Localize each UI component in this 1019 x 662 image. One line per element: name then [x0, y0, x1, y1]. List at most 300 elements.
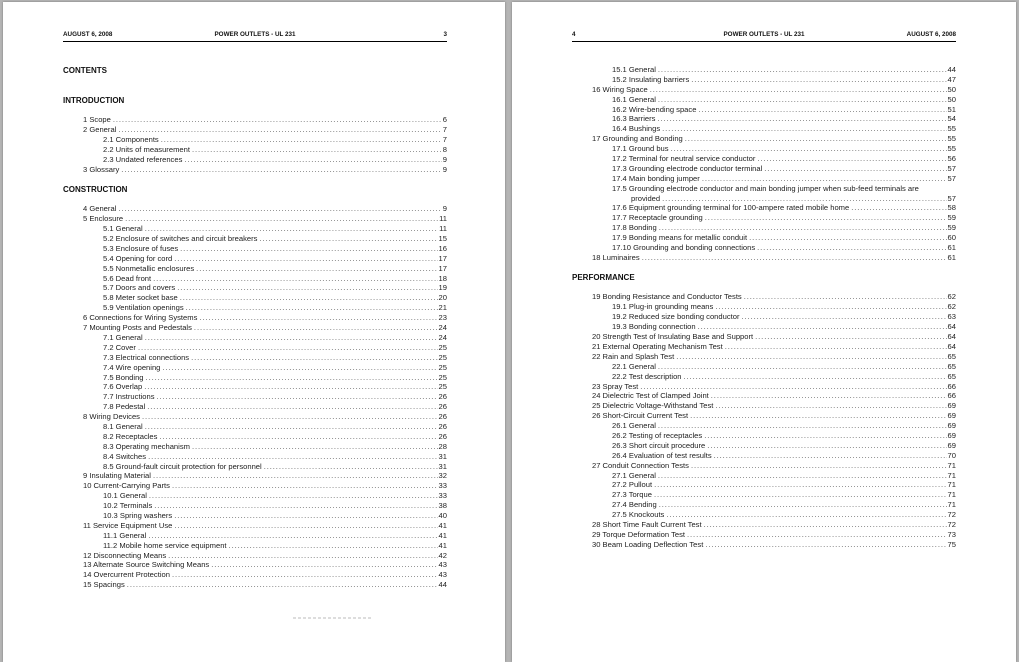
toc-entry-page: 25: [438, 352, 447, 362]
spacer: [63, 76, 447, 86]
toc-entry-label: 7.7 Instructions: [103, 392, 155, 402]
toc-entry-label: 6 Connections for Wiring Systems: [83, 313, 198, 323]
toc-entry-page: 55: [947, 124, 956, 134]
dot-leader: [714, 451, 947, 461]
toc-entry[interactable]: [572, 480, 956, 490]
dot-leader: [172, 481, 438, 491]
toc-entry[interactable]: [572, 500, 956, 510]
toc-entry-page: 18: [438, 273, 447, 283]
toc-entry-label: 5.5 Nonmetallic enclosures: [103, 263, 195, 273]
toc-entry[interactable]: [63, 392, 447, 402]
dot-leader: [676, 352, 946, 362]
dot-leader: [659, 500, 947, 510]
toc-entry-page: 57: [947, 163, 956, 173]
toc-entry-page: 64: [947, 332, 956, 342]
dot-leader: [264, 462, 438, 472]
toc-entry[interactable]: [572, 114, 956, 124]
dot-leader: [704, 431, 946, 441]
toc-entry[interactable]: [63, 353, 447, 363]
toc-entry-page: 11: [439, 224, 447, 234]
toc-entry-label: 7.6 Overlap: [103, 382, 143, 392]
toc-entry-label: 26.4 Evaluation of test results: [612, 450, 712, 460]
toc-entry-label: 18 Luminaires: [592, 252, 640, 262]
dot-leader: [666, 510, 946, 520]
toc-entry-label: 11.2 Mobile home service equipment: [103, 540, 227, 550]
toc-entry-label: 27.4 Bending: [612, 500, 657, 510]
toc-entry-label: 8.4 Switches: [103, 451, 147, 461]
spacer: [572, 283, 956, 293]
toc-entry[interactable]: [63, 244, 447, 254]
dot-leader: [702, 174, 947, 184]
spacer: [63, 175, 447, 185]
dot-leader: [192, 145, 442, 155]
toc-entry-label: 5.8 Meter socket base: [103, 293, 178, 303]
toc-entry-label: 8.3 Operating mechanism: [103, 441, 190, 451]
toc-entry-page: 69: [947, 430, 956, 440]
dot-leader: [744, 292, 947, 302]
toc-entry[interactable]: [63, 452, 447, 462]
toc-entry-page: 62: [947, 302, 956, 312]
toc-entry[interactable]: [63, 313, 447, 323]
toc-entry-page: 25: [438, 342, 447, 352]
toc-entry-page: 40: [438, 510, 447, 520]
dot-leader: [642, 253, 947, 263]
toc-entry[interactable]: [63, 145, 447, 155]
spacer: [572, 263, 956, 273]
dot-leader: [659, 223, 947, 233]
page-header: [63, 31, 447, 42]
section-title: PERFORMANCE: [572, 272, 635, 282]
dot-leader: [685, 134, 947, 144]
toc-entry[interactable]: [572, 441, 956, 451]
toc-entry[interactable]: [572, 490, 956, 500]
toc-entry-label: 5 Enclosure: [83, 214, 124, 224]
toc-entry-page: 26: [438, 431, 447, 441]
toc-entry[interactable]: [572, 223, 956, 233]
dot-leader: [159, 432, 437, 442]
toc-entry-page: 41: [438, 530, 447, 540]
dot-leader: [172, 570, 438, 580]
toc-entry-page: 57: [947, 193, 956, 203]
header-title: POWER OUTLETS - UL 231: [723, 31, 805, 38]
section-title: INTRODUCTION: [63, 95, 125, 105]
header-page-number: 3: [443, 31, 447, 38]
header-page-number: 4: [572, 31, 576, 38]
toc-entry-page: 31: [438, 451, 447, 461]
toc-entry[interactable]: [63, 412, 447, 422]
toc-entry-page: 24: [438, 332, 447, 342]
toc-entry-page: 69: [947, 440, 956, 450]
toc-entry-label: 25 Dielectric Voltage-Withstand Test: [592, 401, 714, 411]
toc-entry[interactable]: [63, 323, 447, 333]
toc-entry[interactable]: [63, 531, 447, 541]
toc-entry[interactable]: [572, 391, 956, 401]
toc-entry[interactable]: [63, 373, 447, 383]
dot-leader: [725, 342, 947, 352]
toc-entry-label: 5.3 Enclosure of fuses: [103, 243, 179, 253]
dot-leader: [146, 373, 438, 383]
toc-entry[interactable]: [572, 243, 956, 253]
dot-leader: [196, 264, 437, 274]
toc-entry-page: 50: [947, 94, 956, 104]
toc-entry-page: 75: [947, 539, 956, 549]
toc-entry[interactable]: [63, 155, 447, 165]
toc-entry-page: 61: [947, 252, 956, 262]
toc-entry-label: 14 Overcurrent Protection: [83, 570, 170, 580]
toc-entry-page: 50: [947, 84, 956, 94]
dot-leader: [148, 531, 437, 541]
toc-entry[interactable]: [63, 511, 447, 521]
dot-leader: [658, 471, 947, 481]
toc-entry-label: 2 General: [83, 125, 117, 135]
toc-entry[interactable]: [572, 362, 956, 372]
dot-leader: [118, 125, 441, 135]
section-title: CONTENTS: [63, 65, 107, 75]
toc-entry-page: 71: [947, 480, 956, 490]
dot-leader: [121, 165, 441, 175]
toc-entry[interactable]: [63, 165, 447, 175]
footer-mark: [293, 617, 373, 619]
dot-leader: [654, 480, 946, 490]
toc-entry[interactable]: [63, 343, 447, 353]
toc-entry[interactable]: [572, 421, 956, 431]
toc-entry-label: 2.1 Components: [103, 135, 159, 145]
toc-entry-label: 16.4 Bushings: [612, 124, 661, 134]
toc-entry-page: 47: [947, 74, 956, 84]
toc-entry-page: 55: [947, 134, 956, 144]
toc-entry[interactable]: [63, 491, 447, 501]
toc-entry-label: 7.3 Electrical connections: [103, 352, 190, 362]
dot-leader: [199, 313, 437, 323]
dot-leader: [149, 491, 438, 501]
toc-entry[interactable]: [572, 411, 956, 421]
dot-leader: [180, 244, 437, 254]
page-header: [572, 31, 956, 42]
dot-leader: [711, 391, 947, 401]
toc-entry-label: 7.8 Pedestal: [103, 402, 146, 412]
toc-entry[interactable]: [63, 580, 447, 590]
dot-leader: [715, 401, 946, 411]
toc-entry-page: 6: [442, 115, 447, 125]
toc-entry-label: 15.2 Insulating barriers: [612, 74, 690, 84]
toc-entry[interactable]: [63, 234, 447, 244]
dot-leader: [174, 521, 437, 531]
toc-entry-page: 32: [438, 471, 447, 481]
dot-leader: [191, 353, 437, 363]
toc-entry-page: 41: [438, 540, 447, 550]
toc-entry-label: 8.1 General: [103, 421, 143, 431]
toc-entry-label: 16.3 Barriers: [612, 114, 656, 124]
toc-entry-label: 16.1 General: [612, 94, 656, 104]
toc-entry[interactable]: [63, 442, 447, 452]
toc-entry[interactable]: [63, 204, 447, 214]
toc-entry-page: 70: [947, 450, 956, 460]
toc-entry-label: 13 Alternate Source Switching Means: [83, 560, 210, 570]
toc-entry-label: 19.1 Plug-in grounding means: [612, 302, 714, 312]
toc-entry-page: 57: [947, 173, 956, 183]
toc-entry[interactable]: [63, 363, 447, 373]
toc-entry[interactable]: [572, 302, 956, 312]
toc-entry[interactable]: [63, 541, 447, 551]
toc-entry-page: 17: [438, 253, 447, 263]
toc-entry-label: 26.3 Short circuit procedure: [612, 440, 706, 450]
dot-leader: [658, 421, 947, 431]
toc-entry-label: 19 Bonding Resistance and Conductor Tests: [592, 292, 742, 302]
toc-entry-page: 20: [438, 293, 447, 303]
toc-entry-label: 8.2 Receptacles: [103, 431, 158, 441]
toc-entry[interactable]: [572, 382, 956, 392]
toc-entry-label: 4 General: [83, 204, 117, 214]
dot-leader: [174, 511, 437, 521]
toc-entry-label: 17.8 Bonding: [612, 223, 657, 233]
toc-entry-label: 26.1 General: [612, 421, 656, 431]
toc-entry-page: 54: [947, 114, 956, 124]
toc-entry-label: 22.2 Test description: [612, 371, 682, 381]
toc-entry-page: 61: [947, 243, 956, 253]
toc-entry-page: 16: [438, 243, 447, 253]
dot-leader: [153, 471, 438, 481]
dot-leader: [148, 452, 437, 462]
toc-entry[interactable]: [572, 233, 956, 243]
toc-entry[interactable]: [572, 75, 956, 85]
toc-entry[interactable]: [572, 65, 956, 75]
toc-entry[interactable]: [63, 382, 447, 392]
toc-entry-page: 59: [947, 223, 956, 233]
toc-entry-page: 17: [438, 263, 447, 273]
toc-entry[interactable]: [572, 203, 956, 213]
toc-entry-label: 17.3 Grounding electrode conductor terminal: [612, 163, 763, 173]
toc-entry-page: 72: [947, 510, 956, 520]
toc-entry-label: 10 Current-Carrying Parts: [83, 481, 170, 491]
dot-leader: [698, 322, 947, 332]
dot-leader: [186, 303, 438, 313]
toc-entry-page: 26: [438, 392, 447, 402]
toc-entry-page: 44: [438, 580, 447, 590]
toc-entry[interactable]: [572, 471, 956, 481]
toc-entry[interactable]: [63, 402, 447, 412]
toc-entry[interactable]: [63, 333, 447, 343]
toc-entry[interactable]: [63, 214, 447, 224]
toc-entry[interactable]: [572, 85, 956, 95]
toc-entry[interactable]: [63, 303, 447, 313]
toc-entry-label: 1 Scope: [83, 115, 111, 125]
toc-entry-page: 33: [438, 491, 447, 501]
toc-entry[interactable]: [63, 264, 447, 274]
toc-entry-page: 26: [438, 421, 447, 431]
dot-leader: [138, 343, 438, 353]
toc-entry[interactable]: [572, 95, 956, 105]
toc-entry-label: 12 Disconnecting Means: [83, 550, 167, 560]
left-page: [3, 2, 505, 662]
table-of-contents: [572, 65, 956, 550]
toc-entry-page: 65: [947, 371, 956, 381]
toc-entry[interactable]: [63, 521, 447, 531]
toc-entry-page: 9: [442, 164, 447, 174]
toc-entry-page: 56: [947, 154, 956, 164]
dot-leader: [654, 490, 947, 500]
toc-entry[interactable]: [572, 540, 956, 550]
toc-entry-label: 8.5 Ground-fault circuit protection for personnel: [103, 461, 262, 471]
toc-entry-label: 27.5 Knockouts: [612, 510, 665, 520]
toc-entry-label: 29 Torque Deformation Test: [592, 529, 686, 539]
spacer: [63, 105, 447, 115]
dot-leader: [144, 382, 437, 392]
toc-entry-page: 71: [947, 500, 956, 510]
dot-leader: [715, 302, 946, 312]
toc-entry[interactable]: [572, 431, 956, 441]
toc-entry-page: 25: [438, 372, 447, 382]
toc-entry-label: 20 Strength Test of Insulating Base and Support: [592, 332, 754, 342]
table-of-contents: [63, 56, 447, 590]
toc-entry-page: 38: [438, 501, 447, 511]
toc-entry-label: 5.6 Dead front: [103, 273, 152, 283]
toc-entry-label: 8 Wiring Devices: [83, 412, 140, 422]
toc-entry-label: 23 Spray Test: [592, 381, 639, 391]
toc-entry[interactable]: [63, 115, 447, 125]
dot-leader: [690, 411, 946, 421]
toc-entry[interactable]: [63, 254, 447, 264]
header-title: POWER OUTLETS - UL 231: [214, 31, 296, 38]
toc-entry[interactable]: [572, 461, 956, 471]
toc-entry-label: 5.1 General: [103, 224, 143, 234]
toc-entry[interactable]: [572, 105, 956, 115]
spacer: [63, 194, 447, 204]
toc-entry[interactable]: [572, 213, 956, 223]
dot-leader: [161, 135, 442, 145]
toc-entry-label: 22 Rain and Splash Test: [592, 351, 675, 361]
toc-entry-page: 58: [947, 203, 956, 213]
toc-entry-label: 27.1 General: [612, 470, 656, 480]
toc-entry[interactable]: [572, 401, 956, 411]
toc-entry-page: 7: [442, 125, 447, 135]
toc-entry[interactable]: [63, 432, 447, 442]
toc-entry-page: 31: [438, 461, 447, 471]
toc-entry[interactable]: [572, 292, 956, 302]
toc-entry-label: 11 Service Equipment Use: [83, 520, 173, 530]
toc-entry-label: 26 Short-Circuit Current Test: [592, 411, 689, 421]
dot-leader: [154, 501, 437, 511]
header-date: AUGUST 6, 2008: [63, 31, 113, 38]
dot-leader: [691, 461, 947, 471]
toc-entry-label: 17.6 Equipment grounding terminal for 100-ampere rated mobile home: [612, 203, 850, 213]
dot-leader: [687, 530, 947, 540]
toc-entry[interactable]: [572, 372, 956, 382]
dot-leader: [229, 541, 438, 551]
toc-entry-label: 26.2 Testing of receptacles: [612, 430, 703, 440]
toc-entry[interactable]: [572, 510, 956, 520]
toc-entry-label: 21 External Operating Mechanism Test: [592, 341, 723, 351]
dot-leader: [707, 441, 946, 451]
dot-leader: [127, 580, 438, 590]
dot-leader: [177, 283, 437, 293]
toc-entry[interactable]: [572, 342, 956, 352]
right-page: [512, 2, 1016, 662]
toc-entry[interactable]: [63, 551, 447, 561]
toc-entry-label: 5.7 Doors and covers: [103, 283, 176, 293]
toc-entry[interactable]: [63, 224, 447, 234]
toc-entry[interactable]: [572, 332, 956, 342]
toc-entry-page: 66: [947, 391, 956, 401]
toc-entry-page: 69: [947, 421, 956, 431]
toc-entry-label: 16.2 Wire-bending space: [612, 104, 697, 114]
dot-leader: [705, 540, 946, 550]
dot-leader: [705, 213, 947, 223]
toc-entry-label: 10.2 Terminals: [103, 501, 153, 511]
toc-entry[interactable]: [572, 451, 956, 461]
toc-entry[interactable]: [63, 501, 447, 511]
toc-entry[interactable]: [63, 135, 447, 145]
toc-entry[interactable]: [63, 293, 447, 303]
toc-entry-label: 16 Wiring Space: [592, 84, 648, 94]
toc-entry[interactable]: [63, 481, 447, 491]
toc-entry[interactable]: [572, 352, 956, 362]
toc-entry-label: 17 Grounding and Bonding: [592, 134, 683, 144]
toc-entry[interactable]: [572, 322, 956, 332]
toc-entry-label: 17.2 Terminal for neutral service conductor: [612, 154, 756, 164]
toc-entry-label: 24 Dielectric Test of Clamped Joint: [592, 391, 709, 401]
toc-entry[interactable]: [572, 164, 956, 174]
toc-entry[interactable]: [572, 253, 956, 263]
toc-entry-label: 7 Mounting Posts and Pedestals: [83, 323, 192, 333]
toc-entry-page: 23: [438, 313, 447, 323]
toc-entry[interactable]: [572, 134, 956, 144]
toc-entry[interactable]: [63, 283, 447, 293]
toc-entry-page: 9: [442, 204, 447, 214]
toc-entry[interactable]: [63, 560, 447, 570]
toc-entry[interactable]: [63, 274, 447, 284]
toc-entry[interactable]: [63, 471, 447, 481]
toc-entry-page: 26: [438, 412, 447, 422]
toc-entry-label: 5.9 Ventilation openings: [103, 303, 184, 313]
toc-entry[interactable]: [63, 422, 447, 432]
toc-entry-page: 41: [438, 520, 447, 530]
dot-leader: [157, 392, 438, 402]
dot-leader: [851, 203, 946, 213]
toc-entry-page: 72: [947, 519, 956, 529]
toc-entry-page: 9: [442, 154, 447, 164]
toc-entry-page: 24: [438, 323, 447, 333]
toc-entry-page: 42: [438, 550, 447, 560]
toc-entry[interactable]: [572, 154, 956, 164]
toc-entry[interactable]: [63, 570, 447, 580]
toc-entry[interactable]: [63, 462, 447, 472]
dot-leader: [640, 382, 946, 392]
dot-leader: [211, 560, 437, 570]
toc-entry[interactable]: [572, 520, 956, 530]
dot-leader: [755, 332, 946, 342]
toc-entry[interactable]: [572, 124, 956, 134]
toc-entry-page: 28: [438, 441, 447, 451]
toc-entry[interactable]: [572, 530, 956, 540]
toc-entry[interactable]: [572, 174, 956, 184]
toc-entry[interactable]: [572, 312, 956, 322]
dot-leader: [764, 164, 946, 174]
dot-leader: [153, 274, 437, 284]
toc-entry-label: 15.1 General: [612, 65, 656, 74]
toc-entry[interactable]: [63, 125, 447, 135]
toc-entry-page: 64: [947, 322, 956, 332]
toc-entry-label: provided: [631, 193, 661, 203]
toc-entry[interactable]: [572, 184, 956, 194]
toc-entry-label: 30 Beam Loading Deflection Test: [592, 539, 704, 549]
toc-entry[interactable]: [572, 144, 956, 154]
toc-entry-label: 9 Insulating Material: [83, 471, 151, 481]
toc-entry-continuation[interactable]: [572, 194, 956, 204]
toc-entry-page: 43: [438, 560, 447, 570]
toc-entry-label: 5.2 Enclosure of switches and circuit breakers: [103, 234, 258, 244]
dot-leader: [145, 422, 438, 432]
section-title: CONSTRUCTION: [63, 184, 128, 194]
